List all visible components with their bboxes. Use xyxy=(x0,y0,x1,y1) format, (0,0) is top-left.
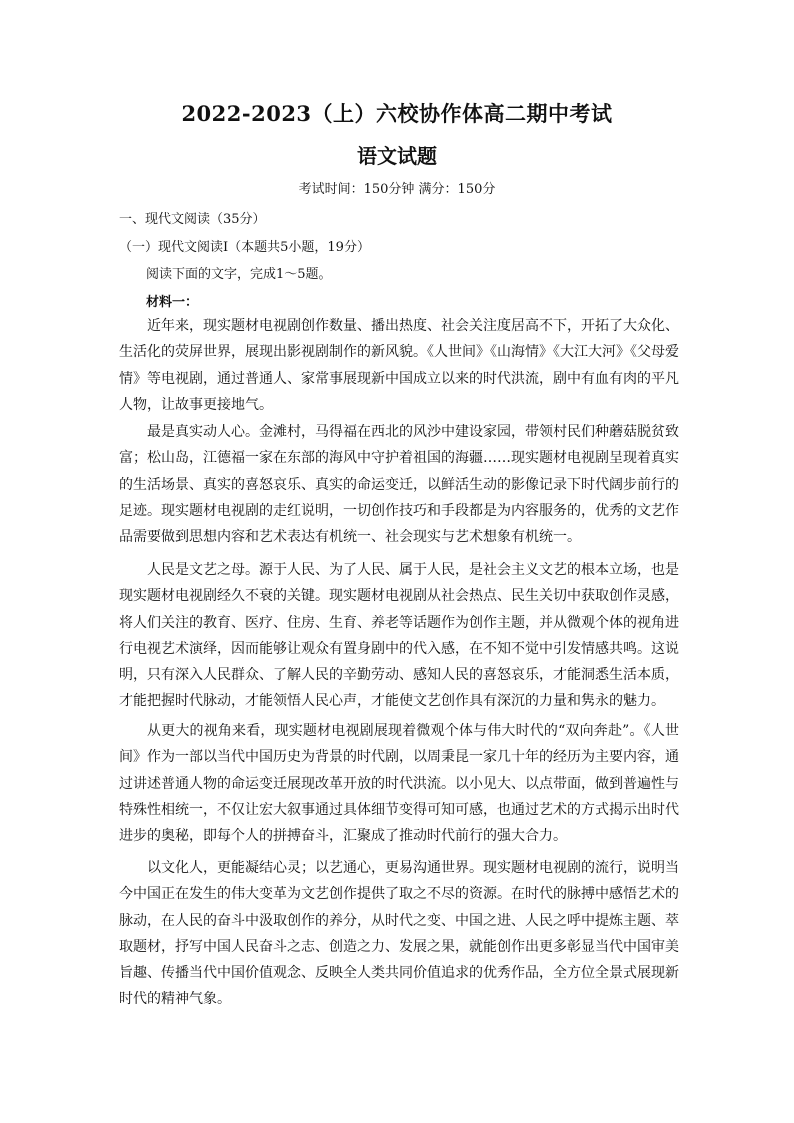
subsection-heading: （一）现代文阅读Ⅰ（本题共5小题，19分） xyxy=(119,240,370,255)
paragraph: 以文化人，更能凝结心灵；以艺通心，更易沟通世界。现实题材电视剧的流行，说明当今中国正在发生的伟大变革为文艺创作提供了取之不尽的资源。在时代的脉搏中感悟艺术的脉动，在人民的奋斗中汲取创作的养分，从时代之变、中国之进、人民之呼中提炼主题、萃取题材，抒写中国人民奋斗之志、创造之力、发展之果，就能创作出更多彰显当代中国审美旨趣、传播当代中国价值观念、反映全人类共同价值追求的优秀作品，全方位全景式展现新时代的精神气象。 xyxy=(119,860,679,1008)
instruction-text: 阅读下面的文字，完成1～5题。 xyxy=(146,267,332,282)
paragraph: 从更大的视角来看，现实题材电视剧展现着微观个体与伟大时代的“双向奔赴”。《人世间》作为一部以当代中国历史为背景的时代剧，以周秉昆一家几十年的经历为主要内容，通过讲述普通人物的命运变迁展现改革开放的时代洪流。以小见大、以点带面，做到普遍性与特殊性相统一，不仅让宏大叙事通过具体细节变得可知可感，也通过艺术的方式揭示出时代进步的奥秘，即每个人的拼搏奋斗，汇聚成了推动时代前行的强大合力。 xyxy=(119,723,679,845)
paragraph: 近年来，现实题材电视剧创作数量、播出热度、社会关注度居高不下，开拓了大众化、生活化的荧屏世界，展现出影视剧制作的新风貌。《人世间》《山海情》《大江大河》《父母爱情》等电视剧，通过普通人、家常事展现新中国成立以来的时代洪流，剧中有血有肉的平凡人物，让故事更接地气。 xyxy=(119,318,679,413)
exam-title: 2022-2023（上）六校协作体高二期中考试 xyxy=(181,101,613,126)
section-heading: 一、现代文阅读（35分） xyxy=(119,212,266,227)
exam-meta: 考试时间：150分钟 满分：150分 xyxy=(298,182,496,197)
material-label: 材料一： xyxy=(146,295,199,310)
exam-subject: 语文试题 xyxy=(357,144,437,168)
paragraph: 人民是文艺之母。源于人民、为了人民、属于人民，是社会主义文艺的根本立场，也是现实题材电视剧经久不衰的关键。现实题材电视剧从社会热点、民生关切中获取创作灵感，将人们关注的教育、医疗、住房、生育、养老等话题作为创作主题，并从微观个体的视角进行电视艺术演绎，因而能够让观众有置身剧中的代入感，在不知不觉中引发情感共鸣。这说明，只有深入人民群众、了解人民的辛勤劳动、感知人民的喜怒哀乐，才能洞悉生活本质，才能把握时代脉动，才能领悟人民心声，才能使文艺创作具有深沉的力量和隽永的魅力。 xyxy=(119,562,679,710)
paragraph: 最是真实动人心。金滩村，马得福在西北的风沙中建设家园，带领村民们种蘑菇脱贫致富；松山岛，江德福一家在东部的海风中守护着祖国的海疆……现实题材电视剧呈现着真实的生活场景、真实的喜怒哀乐、真实的命运变迁，以鲜活生动的影像记录下时代阔步前行的足迹。现实题材电视剧的走红说明，一切创作技巧和手段都是为内容服务的，优秀的文艺作品需要做到思想内容和艺术表达有机统一、社会现实与艺术想象有机统一。 xyxy=(119,424,679,546)
